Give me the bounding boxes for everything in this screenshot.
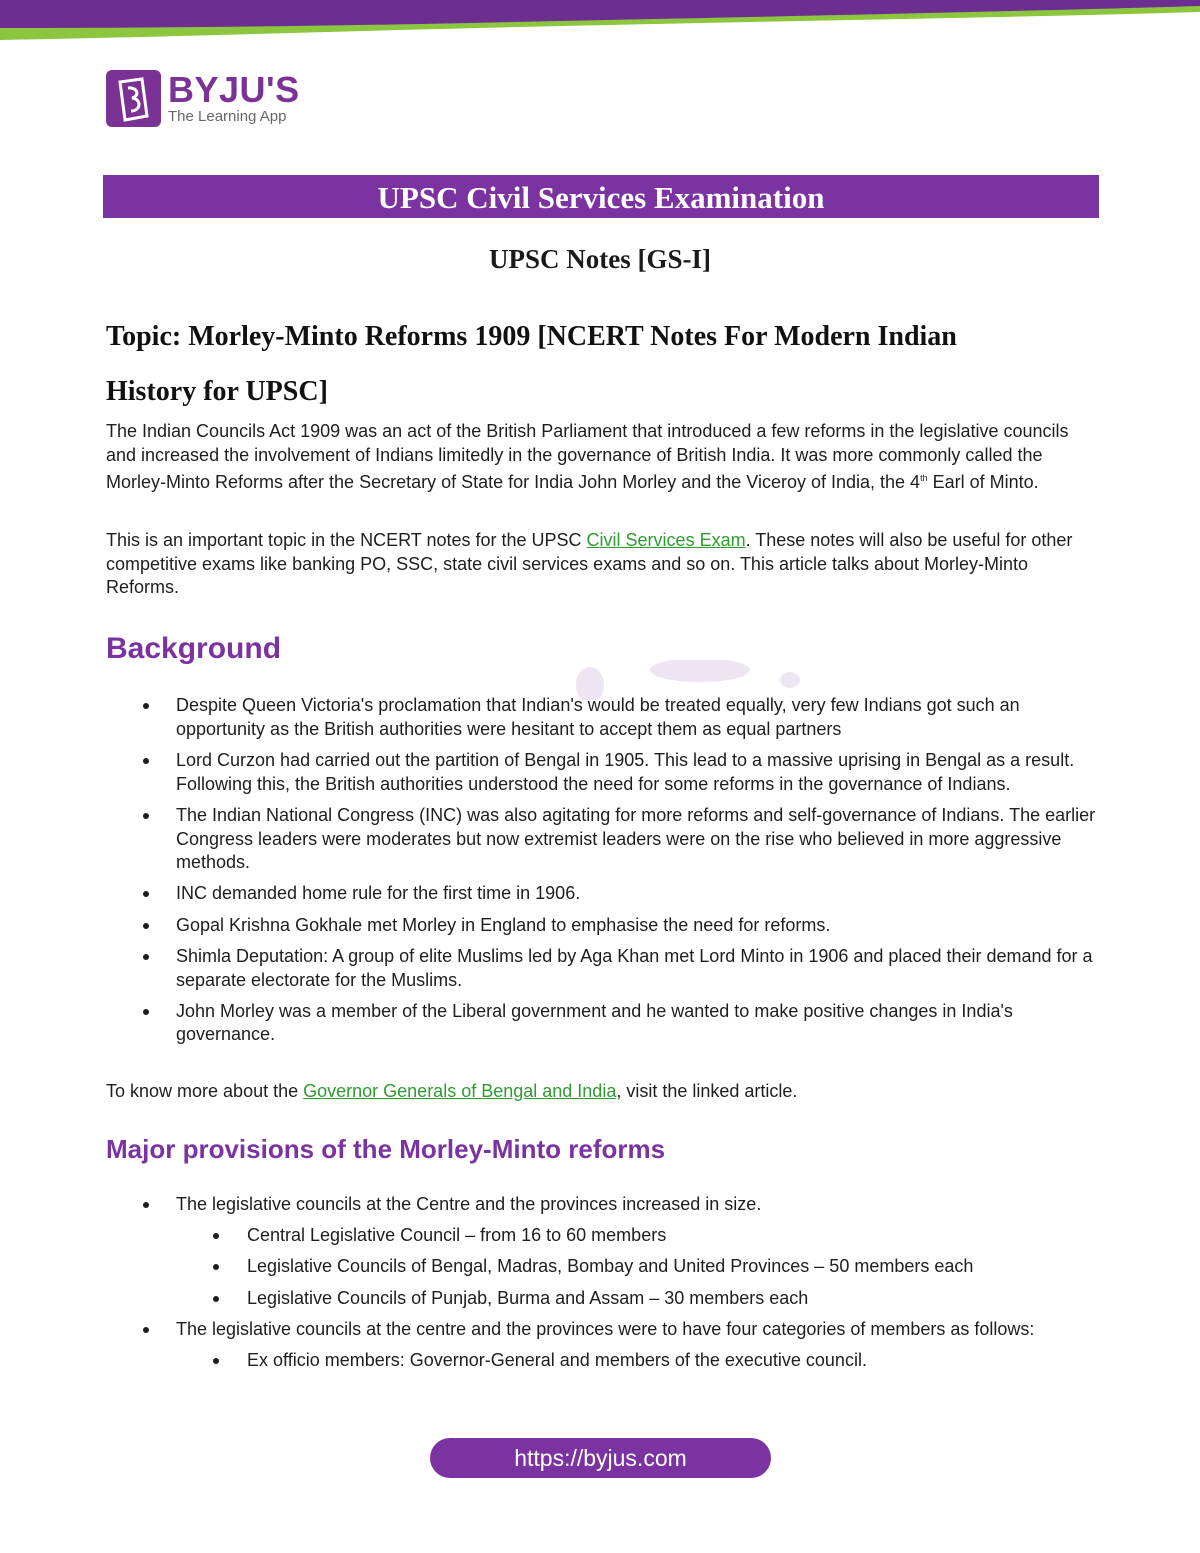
provisions-heading: Major provisions of the Morley-Minto reforms xyxy=(106,1134,666,1164)
sub-list-item: Central Legislative Council – from 16 to 60 members xyxy=(106,1224,1096,1248)
list-item: The legislative councils at the centre and the provinces were to have four categories of members as follows: xyxy=(106,1318,1096,1342)
header-wave-decoration xyxy=(0,0,1200,46)
topic-title-line-1: Topic: Morley-Minto Reforms 1909 [NCERT Notes For Modern Indian xyxy=(106,321,957,352)
byjus-logo xyxy=(106,70,316,130)
list-item: The Indian National Congress (INC) was also agitating for more reforms and self-governance of Indians. The earlier Congress leaders were moderates but now extremist leaders were on the rise who believed in more aggressive methods. xyxy=(106,804,1096,875)
sub-list-item: Legislative Councils of Punjab, Burma and Assam – 30 members each xyxy=(106,1287,1096,1311)
list-item: Gopal Krishna Gokhale met Morley in England to emphasise the need for reforms. xyxy=(106,914,1096,938)
more-info-text-end: , visit the linked article. xyxy=(616,1081,798,1101)
list-item: Lord Curzon had carried out the partition of Bengal in 1905. This lead to a massive uprising in Bengal as a result. Following this, the British authorities understood the need for some reforms in the governance of Indians. xyxy=(106,749,1096,796)
list-item: John Morley was a member of the Liberal government and he wanted to make positive changes in India's governance. xyxy=(106,1000,1096,1047)
intro-paragraph-1 xyxy=(106,420,1096,495)
background-list xyxy=(106,694,1096,1055)
intro-text: The Indian Councils Act 1909 was an act of the British Parliament that introduced a few reforms in the legislative councils and increased the involvement of Indians limitedly in the governance of British India. It was more commonly called the Morley-Minto Reforms after the Secretary of State for India John Morley and the Viceroy of India, the 4 xyxy=(106,421,1069,493)
footer-url-button[interactable]: https://byjus.com xyxy=(430,1438,771,1478)
topic-title-line-2: History for UPSC] xyxy=(106,376,328,407)
exam-banner: UPSC Civil Services Examination xyxy=(103,175,1099,218)
provisions-list xyxy=(106,1193,1096,1380)
intro-text: This is an important topic in the NCERT notes for the UPSC xyxy=(106,530,587,550)
sub-list-item: Ex officio members: Governor-General and members of the executive council. xyxy=(106,1349,1096,1373)
intro-paragraph-2 xyxy=(106,529,1096,600)
topic-title xyxy=(106,309,1096,419)
more-info-text: To know more about the xyxy=(106,1081,304,1101)
more-info-paragraph xyxy=(106,1080,1096,1104)
governor-generals-link[interactable]: Governor Generals of Bengal and India xyxy=(303,1081,617,1101)
background-heading: Background xyxy=(106,632,282,665)
sub-list-item: Legislative Councils of Bengal, Madras, Bombay and United Provinces – 50 members each xyxy=(106,1255,1096,1279)
list-item: Shimla Deputation: A group of elite Muslims led by Aga Khan met Lord Minto in 1906 and placed their demand for a separate electorate for the Muslims. xyxy=(106,945,1096,992)
intro-text-end: Earl of Minto. xyxy=(927,472,1039,493)
superscript: th xyxy=(920,473,928,484)
civil-services-exam-link[interactable]: Civil Services Exam xyxy=(586,530,746,550)
notes-subtitle: UPSC Notes [GS-I] xyxy=(489,244,711,274)
brand-tagline: The Learning App xyxy=(168,108,287,125)
list-item: The legislative councils at the Centre and the provinces increased in size. xyxy=(106,1193,1096,1217)
intro-text-end: . These notes will also be useful for other competitive exams like banking PO, SSC, state civil services exams and so on. This article talks about Morley-Minto Reforms. xyxy=(106,530,1073,598)
brand-name: BYJU'S xyxy=(168,69,300,110)
list-item: Despite Queen Victoria's proclamation that Indian's would be treated equally, very few Indians got such an opportunity as the British authorities were hesitant to accept them as equal partners xyxy=(106,694,1096,741)
list-item: INC demanded home rule for the first time in 1906. xyxy=(106,882,1096,906)
byjus-logo-icon xyxy=(106,70,161,127)
